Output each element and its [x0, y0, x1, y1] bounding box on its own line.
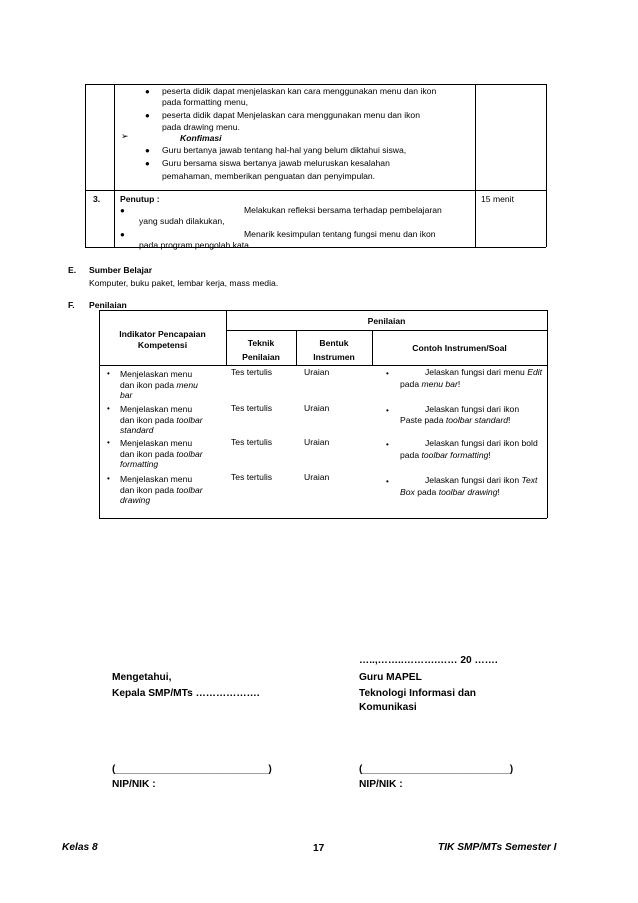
question-cell: pada menu bar!	[400, 379, 461, 389]
section-e-body: Komputer, buku paket, lembar kerja, mass media.	[89, 278, 279, 288]
teknik-cell: Tes tertulis	[231, 403, 273, 413]
bullet-dot: •	[107, 404, 110, 413]
list-item: pada formatting menu,	[162, 97, 248, 107]
header-indikator: Indikator Pencapaian Kompetensi	[119, 329, 206, 350]
table-border-bottom	[99, 518, 547, 519]
table-header-bottom	[99, 365, 547, 366]
list-item: Guru bersama siswa bertanya jawab meluruskan kesalahan	[162, 158, 390, 168]
table-col-divider	[114, 84, 115, 247]
list-item: pada drawing menu.	[162, 122, 240, 132]
bullet-dot: •	[107, 474, 110, 483]
table-header-divider	[226, 330, 547, 331]
right-signer-role: Komunikasi	[359, 702, 417, 713]
indicator-cell: Menjelaskan menu dan ikon pada toolbar drawing	[120, 474, 203, 505]
teknik-cell: Tes tertulis	[231, 367, 273, 377]
bentuk-cell: Uraian	[304, 403, 330, 413]
bullet-dot: ●	[145, 159, 150, 168]
header-teknik: Teknik Penilaian	[242, 338, 280, 362]
list-item: Guru bertanya jawab tentang hal-hal yang belum diktahui siswa,	[162, 145, 407, 155]
bullet-dot: ●	[145, 146, 150, 155]
right-signature-blank: (__________________________)	[359, 764, 514, 775]
header-penilaian: Penilaian	[367, 316, 406, 326]
footer-right: TIK SMP/MTs Semester I	[438, 842, 557, 853]
section-f-title: Penilaian	[89, 300, 127, 310]
bentuk-cell: Uraian	[304, 367, 330, 377]
bullet-dot: •	[107, 438, 110, 447]
left-nip: NIP/NIK :	[112, 779, 156, 790]
bullet-dot: ●	[145, 111, 150, 120]
indicator-cell: Menjelaskan menu dan ikon pada toolbar standard	[120, 404, 203, 435]
header-contoh: Contoh Instrumen/Soal	[412, 343, 507, 353]
section-f-letter: F.	[68, 300, 75, 310]
date-line: …..,……..……….…… 20 …….	[359, 655, 498, 666]
bullet-dot: •	[386, 369, 389, 378]
question-cell: Jelaskan fungsi dari ikon	[425, 404, 520, 414]
bullet-dot: ●	[120, 206, 125, 215]
page-number: 17	[313, 843, 325, 854]
question-cell: Jelaskan fungsi dari ikon bold	[425, 438, 538, 448]
list-item: Menarik kesimpulan tentang fungsi menu dan ikon	[244, 229, 436, 239]
bentuk-cell: Uraian	[304, 472, 330, 482]
table-border-top	[99, 310, 547, 311]
teknik-cell: Tes tertulis	[231, 437, 273, 447]
right-signer-title: Guru MAPEL	[359, 672, 422, 683]
indicator-cell: Menjelaskan menu dan ikon pada toolbar formatting	[120, 438, 203, 469]
right-nip: NIP/NIK :	[359, 779, 403, 790]
bullet-dot: •	[386, 406, 389, 415]
list-item: peserta didik dapat Menjelaskan cara menggunakan menu dan ikon	[162, 110, 420, 120]
teknik-cell: Tes tertulis	[231, 472, 273, 482]
table-border-left	[85, 84, 86, 247]
question-cell: Jelaskan fungsi dari menu Edit	[425, 367, 543, 377]
footer-left: Kelas 8	[62, 842, 98, 853]
question-cell: Jelaskan fungsi dari ikon Text	[425, 475, 538, 485]
left-signature-blank: (___________________________)	[112, 764, 272, 775]
table-border-right	[546, 84, 547, 247]
table-border-right	[547, 310, 548, 518]
arrow-bullet-icon: ➢	[121, 131, 129, 141]
bullet-dot: •	[107, 369, 110, 378]
bullet-dot: ●	[120, 230, 125, 239]
question-cell: Paste pada toolbar standard!	[400, 415, 511, 425]
bullet-dot: •	[386, 440, 389, 449]
table-row-divider	[85, 190, 546, 191]
header-bentuk: Bentuk Instrumen	[313, 338, 355, 362]
section-e-letter: E.	[68, 265, 77, 275]
list-item: Melakukan refleksi bersama terhadap pembelajaran	[244, 205, 442, 215]
bullet-dot: ●	[145, 87, 150, 96]
list-item: peserta didik dapat menjelaskan kan cara menggunakan menu dan ikon	[162, 86, 437, 96]
indicator-cell: Menjelaskan menu dan ikon pada menu bar	[120, 369, 198, 400]
left-signer-role: Kepala SMP/MTs ……………….	[112, 688, 260, 699]
table-col-divider	[475, 84, 476, 247]
table-border-top	[85, 84, 546, 85]
penutup-title: Penutup :	[120, 194, 160, 204]
question-cell: pada toolbar formatting!	[400, 450, 491, 460]
section-e-title: Sumber Belajar	[89, 265, 153, 275]
list-item: pada program pengolah kata.	[139, 240, 252, 250]
list-item: yang sudah dilakukan,	[139, 216, 225, 226]
question-cell: Box pada toolbar drawing!	[400, 487, 500, 497]
bullet-dot: •	[386, 477, 389, 486]
right-signer-role: Teknologi Informasi dan	[359, 688, 476, 699]
konfirmasi-label: Konfimasi	[180, 133, 222, 143]
time-allocation: 15 menit	[481, 194, 514, 204]
row-number: 3.	[93, 194, 101, 204]
list-item: pemahaman, memberikan penguatan dan penyimpulan.	[162, 171, 376, 181]
bentuk-cell: Uraian	[304, 437, 330, 447]
left-signer-title: Mengetahui,	[112, 672, 172, 683]
